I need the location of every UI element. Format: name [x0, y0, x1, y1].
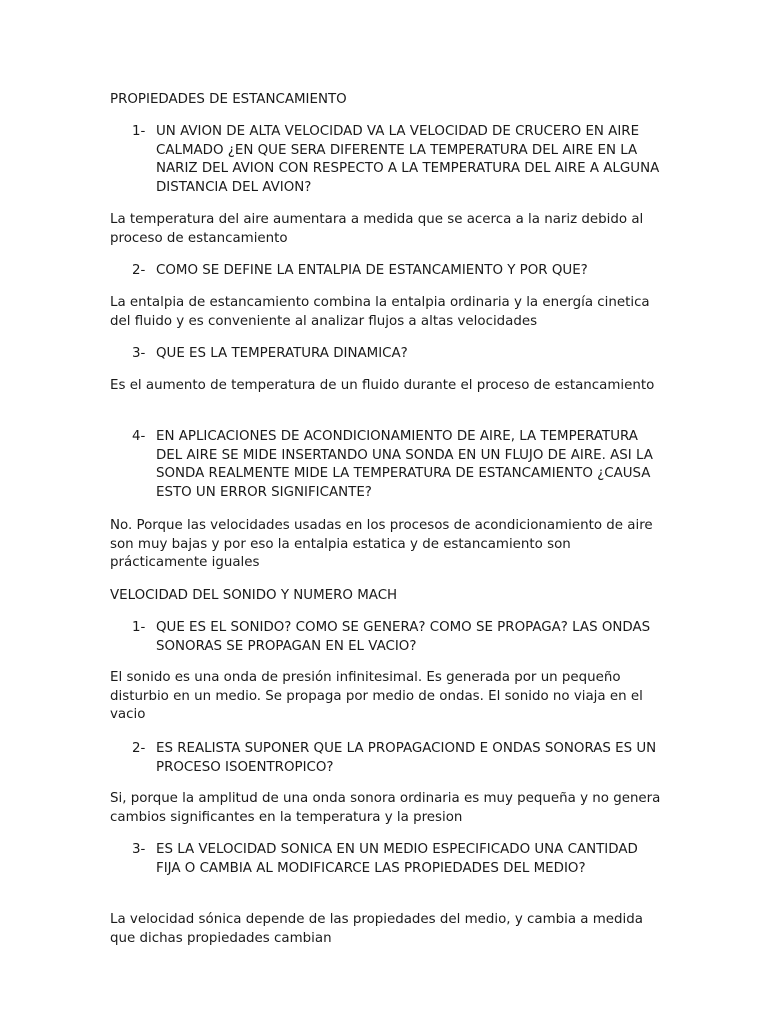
- question-item: [132, 345, 662, 364]
- question-item: [132, 428, 662, 502]
- question-number: 2-: [132, 263, 146, 278]
- question-number: 1-: [132, 620, 146, 635]
- question-item: [132, 841, 662, 878]
- question-text: ES LA VELOCIDAD SONICA EN UN MEDIO ESPECIFICADO UNA CANTIDAD FIJA O CAMBIA AL MODIFICARCE LAS PROPIEDADES DEL MEDIO?: [156, 842, 638, 876]
- answer-text: No. Porque las velocidades usadas en los procesos de acondicionamiento de aire son muy bajas y por eso la entalpia estatica y de estancamiento son prácticamente iguales: [110, 518, 653, 571]
- question-item: [132, 123, 662, 197]
- question-number: 4-: [132, 429, 146, 444]
- question-text: UN AVION DE ALTA VELOCIDAD VA LA VELOCIDAD DE CRUCERO EN AIRE CALMADO ¿EN QUE SERA DIFERENTE LA TEMPERATURA DEL AIRE EN LA NARIZ DEL AVION CON RESPECTO A LA TEMPERATURA DEL AIRE A ALGUNA DISTANCIA DEL AVION?: [156, 124, 660, 195]
- question-item: [132, 262, 662, 281]
- question-text: ES REALISTA SUPONER QUE LA PROPAGACIOND E ONDAS SONORAS ES UN PROCESO ISOENTROPICO?: [156, 741, 657, 775]
- question-number: 2-: [132, 741, 146, 756]
- answer-text: El sonido es una onda de presión infinitesimal. Es generada por un pequeño disturbio en un medio. Se propaga por medio de ondas. El sonido no viaja en el vacio: [110, 670, 643, 723]
- answer-text: La velocidad sónica depende de las propiedades del medio, y cambia a medida que dichas propiedades cambian: [110, 912, 643, 946]
- section-title-sonido: VELOCIDAD DEL SONIDO Y NUMERO MACH: [110, 588, 398, 603]
- question-text: COMO SE DEFINE LA ENTALPIA DE ESTANCAMIENTO Y POR QUE?: [156, 263, 588, 278]
- question-item: [132, 740, 662, 777]
- section-title-estancamiento: PROPIEDADES DE ESTANCAMIENTO: [110, 92, 347, 107]
- answer-text: Es el aumento de temperatura de un fluido durante el proceso de estancamiento: [110, 378, 655, 393]
- question-number: 1-: [132, 124, 146, 139]
- question-text: QUE ES EL SONIDO? COMO SE GENERA? COMO SE PROPAGA? LAS ONDAS SONORAS SE PROPAGAN EN EL VACIO?: [156, 620, 651, 654]
- question-text: EN APLICACIONES DE ACONDICIONAMIENTO DE AIRE, LA TEMPERATURA DEL AIRE SE MIDE INSERTANDO UNA SONDA EN UN FLUJO DE AIRE. ASI LA SONDA REALMENTE MIDE LA TEMPERATURA DE ESTANCAMIENTO ¿CAUSA ESTO UN ERROR SIGNIFICANTE?: [156, 429, 653, 500]
- answer-text: La temperatura del aire aumentara a medida que se acerca a la nariz debido al proceso de estancamiento: [110, 212, 644, 246]
- question-number: 3-: [132, 842, 146, 857]
- question-number: 3-: [132, 346, 146, 361]
- question-item: [132, 619, 662, 656]
- question-text: QUE ES LA TEMPERATURA DINAMICA?: [156, 346, 408, 361]
- answer-text: Si, porque la amplitud de una onda sonora ordinaria es muy pequeña y no genera cambios significantes en la temperatura y la presion: [110, 791, 661, 825]
- answer-text: La entalpia de estancamiento combina la entalpia ordinaria y la energía cinetica del fluido y es conveniente al analizar flujos a altas velocidades: [110, 295, 650, 329]
